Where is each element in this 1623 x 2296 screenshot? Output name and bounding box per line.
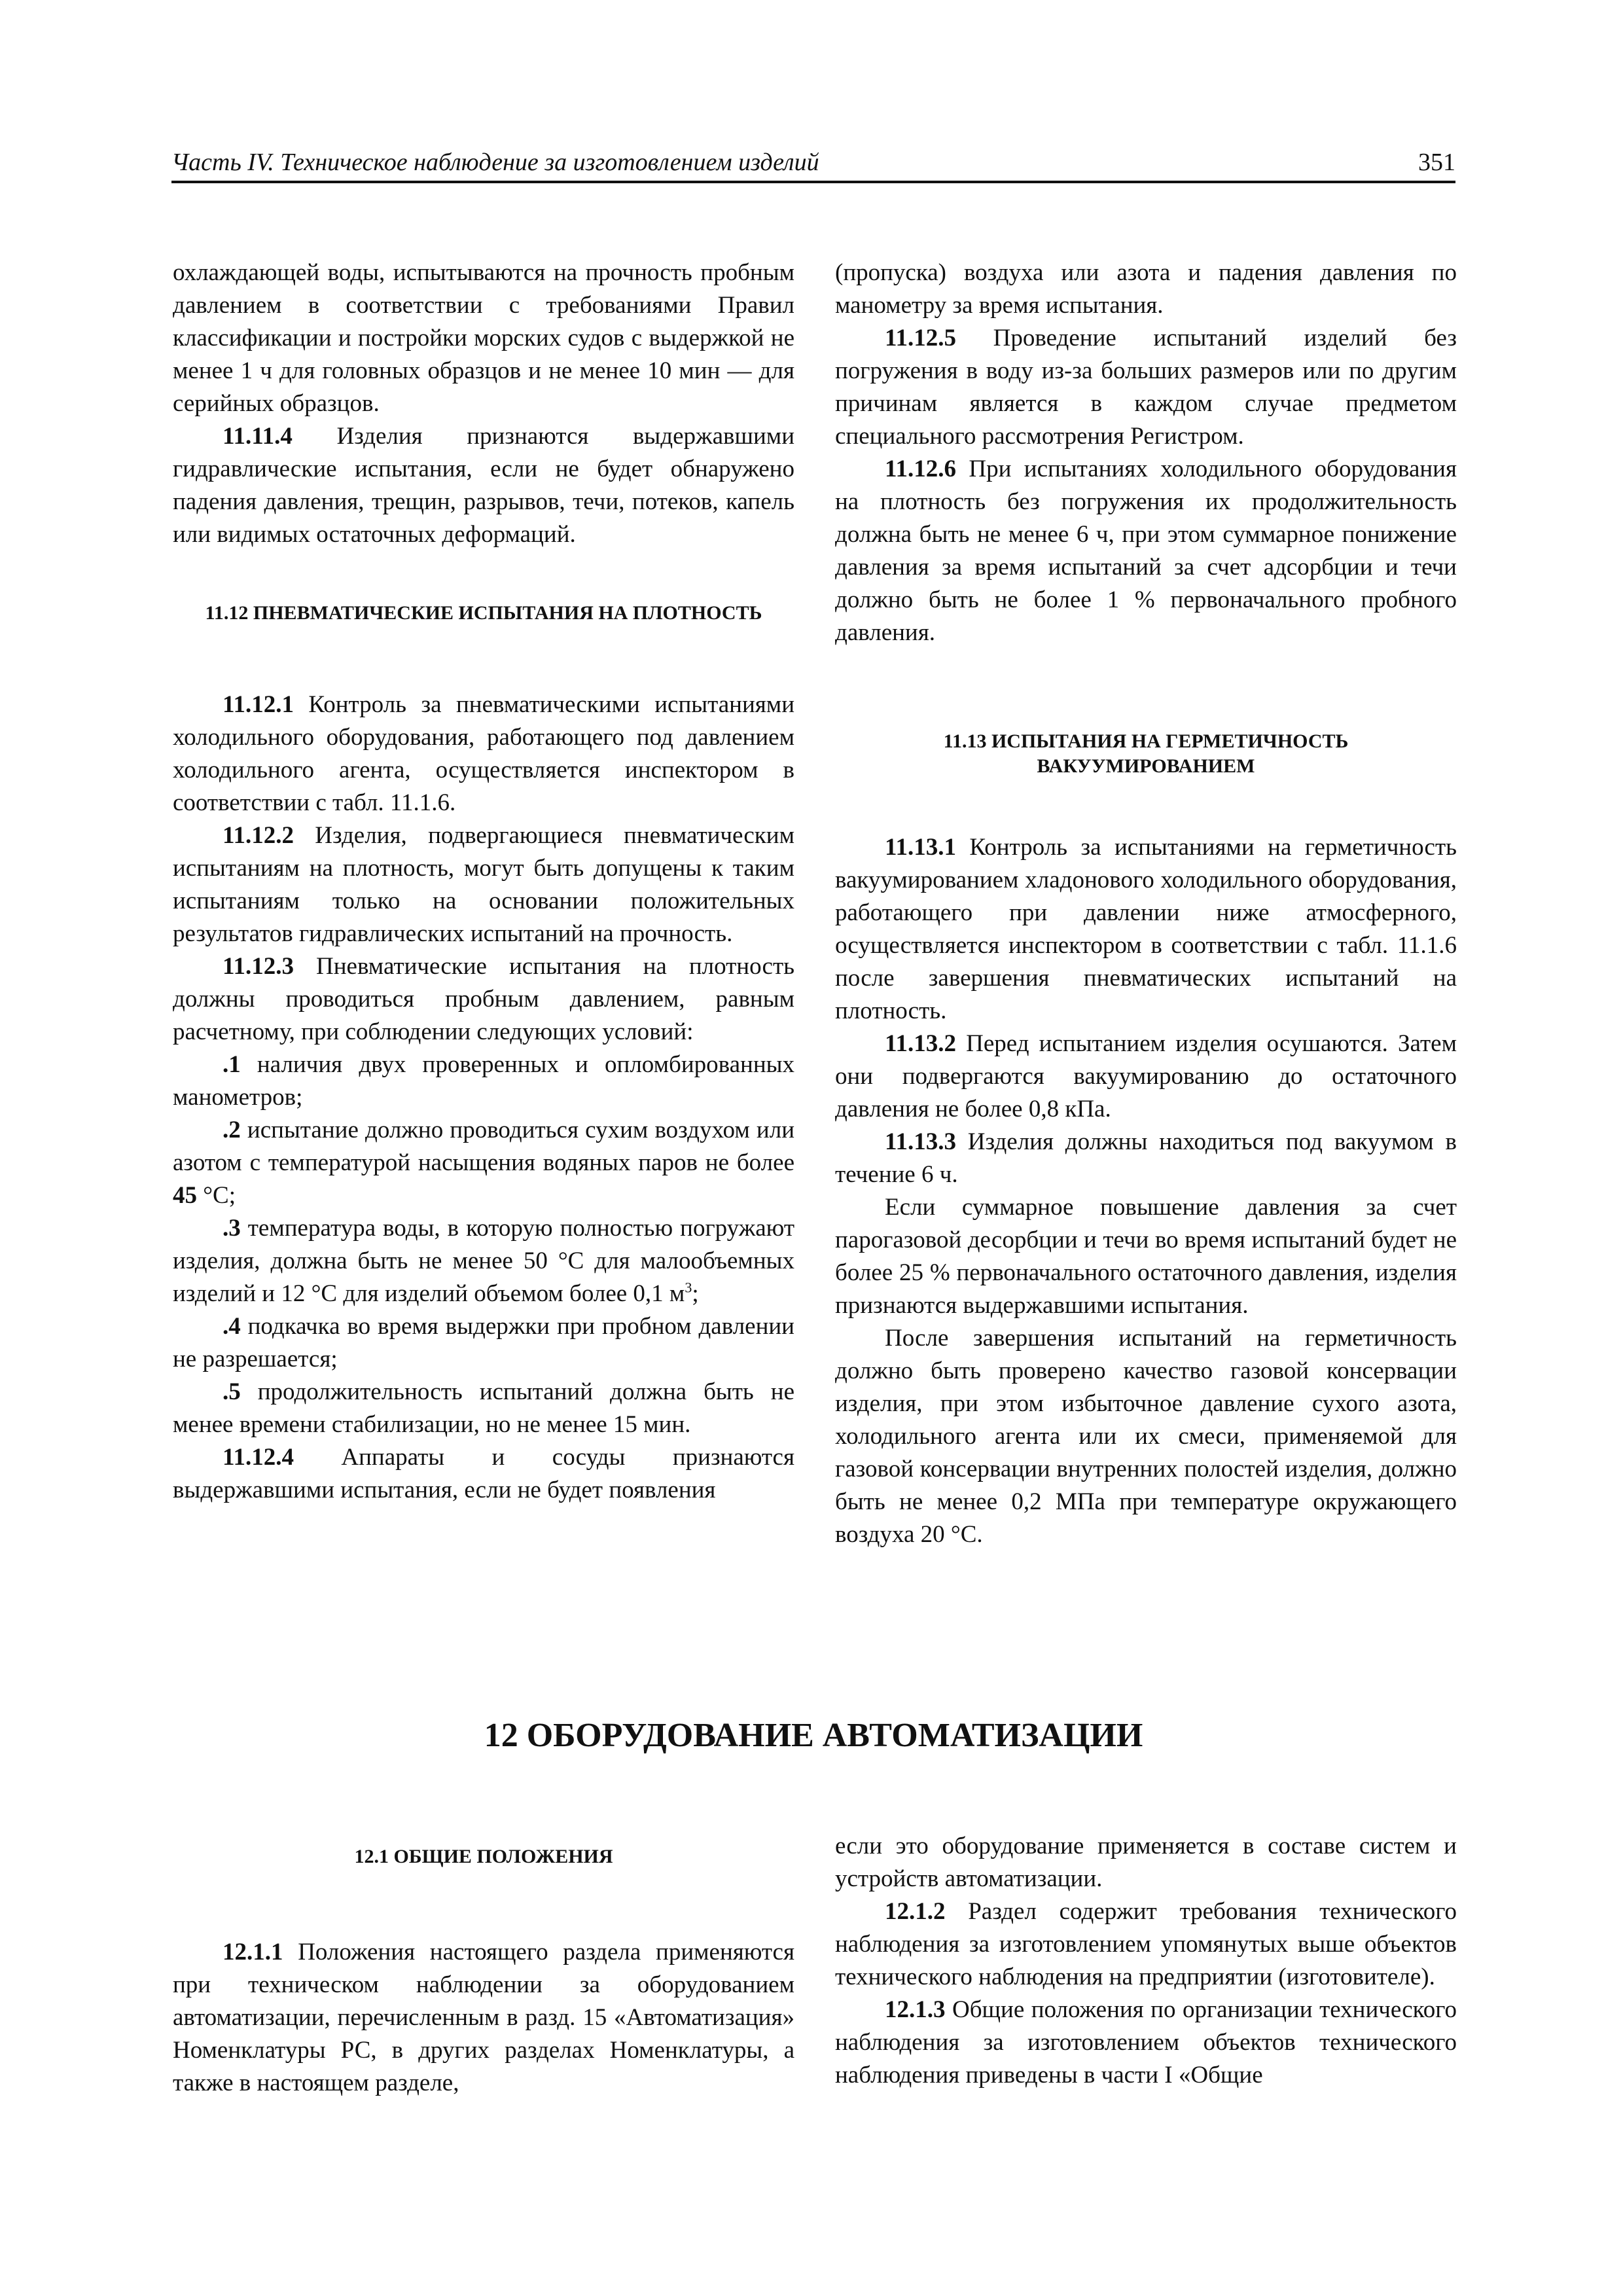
item-text: продолжительность испытаний должна быть не менее времени стабилизации, но не менее 15 мин. bbox=[173, 1378, 794, 1438]
clause-number: 11.12.5 bbox=[885, 325, 956, 351]
list-item-1 bbox=[173, 1049, 794, 1114]
right-column bbox=[835, 257, 1457, 1551]
clause-text: Пневматические испытания на плотность должны проводиться пробным давлением, равным расчетному, при соблюдении следующих условий: bbox=[173, 953, 794, 1045]
page-header bbox=[171, 145, 1455, 183]
paragraph: Если суммарное повышение давления за счет парогазовой десорбции и течи во время испытаний будет не более 25 % первоначального остаточного давления, изделия признаются выдержавшими испытания. bbox=[835, 1194, 1457, 1319]
clause-number: 11.12.2 bbox=[223, 822, 294, 849]
paragraph: После завершения испытаний на герметичность должно быть проверено качество газовой консервации изделия, при этом избыточное давление сухого азота, холодильного агента или их смеси, применяемой для газовой консервации внутренних полостей изделия, должно быть не менее 0,2 МПа при температуре окружающего воздуха 20 °C. bbox=[835, 1325, 1457, 1548]
item-number: .4 bbox=[223, 1313, 241, 1340]
clause-text: Общие положения по организации технического наблюдения за изготовлением объектов технического наблюдения приведены в части I «Общие bbox=[835, 1996, 1457, 2089]
item-number: .2 bbox=[223, 1117, 241, 1143]
page-number: 351 bbox=[1418, 149, 1455, 176]
running-title: Часть IV. Техническое наблюдение за изготовлением изделий bbox=[171, 149, 819, 176]
temperature-value: 45 bbox=[173, 1182, 197, 1209]
clause-text: Изделия признаются выдержавшими гидравлические испытания, если не будет обнаружено падения давления, трещин, разрывов, течи, потеков, капель или видимых остаточных деформаций. bbox=[173, 423, 794, 548]
item-number: .3 bbox=[223, 1215, 241, 1242]
bottom-left-column bbox=[173, 1839, 794, 2100]
paragraph-11-12-6 bbox=[835, 453, 1457, 649]
clause-text: Контроль за пневматическими испытаниями холодильного оборудования, работающего под давлением холодильного агента, осуществляется инспектором в соответствии с табл. 11.1.6. bbox=[173, 691, 794, 816]
heading-line: ВАКУУМИРОВАНИЕМ bbox=[1037, 755, 1255, 777]
clause-text: Проведение испытаний изделий без погружения в воду из-за больших размеров или по другим причинам является в каждом случае предметом специального рассмотрения Регистром. bbox=[835, 325, 1457, 450]
chapter-title: 12 ОБОРУДОВАНИЕ АВТОМАТИЗАЦИИ bbox=[484, 1717, 1143, 1754]
section-heading-11-12: 11.12 ПНЕВМАТИЧЕСКИЕ ИСПЫТАНИЯ НА ПЛОТНОСТЬ bbox=[205, 602, 762, 624]
paragraph-12-1-1 bbox=[173, 1936, 794, 2100]
clause-text: Изделия, подвергающиеся пневматическим испытаниям на плотность, могут быть допущены к таким испытаниям только на основании положительных результатов гидравлических испытаний на прочность. bbox=[173, 822, 794, 947]
clause-text: Раздел содержит требования технического наблюдения за изготовлением упомянутых выше объектов технического наблюдения на предприятии (изготовителе). bbox=[835, 1898, 1457, 1990]
section-heading-12-1: 12.1 ОБЩИЕ ПОЛОЖЕНИЯ bbox=[354, 1846, 613, 1867]
clause-number: 11.13.3 bbox=[885, 1128, 956, 1155]
clause-text: Перед испытанием изделия осушаются. Затем они подвергаются вакуумированию до остаточного давления не более 0,8 кПа. bbox=[835, 1030, 1457, 1122]
paragraph-11-13-3 bbox=[835, 1126, 1457, 1191]
paragraph-11-13-1 bbox=[835, 831, 1457, 1028]
paragraph-11-12-5 bbox=[835, 322, 1457, 453]
clause-text: Положения настоящего раздела применяются при техническом наблюдении за оборудованием автоматизации, перечисленным в разд. 15 «Автоматизация» Номенклатуры РС, в других разделах Номенклатуры, а также в настоящем разделе, bbox=[173, 1939, 794, 2096]
paragraph-11-12-1 bbox=[173, 689, 794, 819]
paragraph-12-1-2 bbox=[835, 1895, 1457, 1994]
clause-number: 11.13.2 bbox=[885, 1030, 956, 1057]
list-item-5 bbox=[173, 1376, 794, 1441]
superscript: 3 bbox=[685, 1279, 692, 1296]
heading-line: 11.13 ИСПЫТАНИЯ НА ГЕРМЕТИЧНОСТЬ bbox=[943, 730, 1349, 752]
list-item-2 bbox=[173, 1114, 794, 1212]
clause-number: 12.1.1 bbox=[223, 1939, 283, 1965]
clause-number: 11.11.4 bbox=[223, 423, 293, 450]
item-text: температура воды, в которую полностью погружают изделия, должна быть не менее 50 °C для малообъемных изделий и 12 °C для изделий объемом более 0,1 м bbox=[173, 1215, 794, 1307]
list-item-3 bbox=[173, 1212, 794, 1310]
paragraph-12-1-3 bbox=[835, 1994, 1457, 2092]
clause-number: 11.12.6 bbox=[885, 456, 956, 482]
item-number: .1 bbox=[223, 1051, 241, 1078]
item-text: °C; bbox=[197, 1182, 236, 1209]
paragraph: (пропуска) воздуха или азота и падения давления по манометру за время испытания. bbox=[835, 259, 1457, 319]
item-text: подкачка во время выдержки при пробном давлении не разрешается; bbox=[173, 1313, 794, 1372]
clause-number: 11.13.1 bbox=[885, 834, 956, 861]
clause-text: Изделия должны находиться под вакуумом в течение 6 ч. bbox=[835, 1128, 1457, 1188]
list-item-4 bbox=[173, 1310, 794, 1376]
clause-text: Аппараты и сосуды признаются выдержавшими испытания, если не будет появления bbox=[173, 1444, 794, 1503]
item-text: наличия двух проверенных и опломбированных манометров; bbox=[173, 1051, 794, 1111]
clause-text: При испытаниях холодильного оборудования на плотность без погружения их продолжительность должна быть не менее 6 ч, при этом суммарное понижение давления за время испытаний за счет адсорбции и течи должно быть не более 1 % первоначального пробного давления. bbox=[835, 456, 1457, 646]
paragraph: если это оборудование применяется в составе систем и устройств автоматизации. bbox=[835, 1833, 1457, 1892]
paragraph-11-11-4 bbox=[173, 420, 794, 551]
paragraph-11-12-2 bbox=[173, 819, 794, 950]
item-text: ; bbox=[692, 1280, 699, 1307]
paragraph: охлаждающей воды, испытываются на прочность пробным давлением в соответствии с требованиями Правил классификации и постройки морских судов с выдержкой не менее 1 ч для головных образцов и не менее 10 мин — для серийных образцов. bbox=[173, 259, 794, 417]
clause-number: 12.1.2 bbox=[885, 1898, 946, 1925]
clause-number: 12.1.3 bbox=[885, 1996, 946, 2023]
item-number: .5 bbox=[223, 1378, 241, 1405]
clause-text: Контроль за испытаниями на герметичность вакуумированием хладонового холодильного оборудования, работающего при давлении ниже атмосферного, осуществляется инспектором в соответствии с табл. 11.1.6 после завершения пневматических испытаний на плотность. bbox=[835, 834, 1457, 1024]
clause-number: 11.12.1 bbox=[223, 691, 294, 718]
left-column bbox=[173, 257, 794, 1507]
clause-number: 11.12.4 bbox=[223, 1444, 294, 1471]
paragraph-11-12-4 bbox=[173, 1441, 794, 1507]
section-heading-11-13 bbox=[835, 729, 1457, 779]
paragraph-11-13-2 bbox=[835, 1028, 1457, 1126]
bottom-right-column bbox=[835, 1830, 1457, 2092]
item-text: испытание должно проводиться сухим воздухом или азотом с температурой насыщения водяных паров не более bbox=[173, 1117, 794, 1176]
paragraph-11-12-3 bbox=[173, 950, 794, 1049]
clause-number: 11.12.3 bbox=[223, 953, 294, 980]
